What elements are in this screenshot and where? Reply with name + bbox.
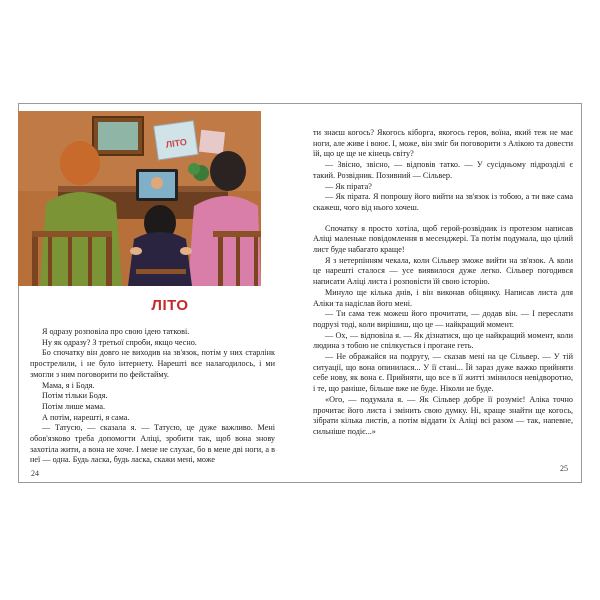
paragraph: — Як пірата. Я попрошу його вийти на зв'язок із тобою, а ти вже сама скажеш, чого від нього хочеш.: [313, 192, 573, 212]
paragraph: Минуло ще кілька днів, і він виконав обіцянку. Написав листа для Аліки та надіслав його мені.: [313, 287, 573, 308]
page-number-left: 24: [31, 469, 39, 478]
paragraph: Бо спочатку він довго не виходив на зв'язок, потім у них старлінк прострелили, і не було інтернету. Нарешті все налагодилось, і ми змогли з ним поговорити по фейстайму.: [30, 348, 275, 379]
paragraph: Потім лише мама.: [42, 401, 105, 411]
paragraph: — Не ображайся на подругу, — сказав мені на це Сільвер. — У тій ситуації, що вона опинилася... У її стані... Їй зараз дуже важко прийняти себе нову, як вона є. Прийняти, що все в її житті змінилося невідворотно, і те, що раніше, більше вже не буде. Ніколи не буде.: [313, 352, 573, 394]
paragraph: Мама, я і Бодя.: [42, 380, 95, 390]
paragraph: Потім тільки Бодя.: [42, 391, 108, 401]
paragraph: Ну як одразу? З третьої спроби, якщо чесно.: [42, 337, 197, 347]
paragraph: — Звісно, звісно, — відповів татко. — У сусідньому підрозділі є такий. Розвідник. Позивний — Сільвер.: [313, 160, 573, 180]
paragraph: — Ти сама теж можеш його прочитати, — додав він. — І переслати подрузі тоді, коли вирішиш, що це — найкращий момент.: [313, 309, 573, 329]
left-page-text: [30, 327, 275, 466]
illustration-family-video-call: [18, 111, 261, 286]
paragraph: Я з нетерпінням чекала, коли Сільвер зможе вийти на зв'язок. А коли це нарешті сталося — усе виявилося дуже легко. Сільвер погодився написати Аліці листа і розповісти їй свою історію.: [313, 255, 573, 287]
page-border-right: [581, 103, 582, 483]
paragraph: Спочатку я просто хотіла, щоб герой-розвідник із протезом написав Аліці маленьке повідомлення в месенджері. Та потім подумала, що цілий лист буде набагато краще!: [313, 223, 573, 255]
paragraph: «Ого, — подумала я. — Як Сільвер добре її розуміє! Аліка точно прочитає його листа і змінить свою думку. Ні, краще знайти ще когось, зібрати кілька листів, а потім віддати їх Аліці всі разом — так, напевне, сильніше подіє...»: [313, 394, 573, 436]
svg-text:ЛІТО: ЛІТО: [165, 136, 188, 150]
chapter-illustration: [18, 111, 261, 286]
right-page-text: [313, 128, 573, 438]
paragraph: Я одразу розповіла про свою ідею таткові.: [42, 327, 190, 336]
chapter-title: ЛІТО: [151, 297, 189, 314]
paragraph: — Татусю, — сказала я. — Татусю, це дуже важливо. Мені обов'язково треба допомогти Аліці, зробити так, щоб вона знову захотіла жити, а вона не хоче. І мене не слухає, бо в мене дві ноги, а в неї — одна. Будь ласка, будь ласка, скажи мені, може: [30, 423, 275, 465]
page-border-bottom: [18, 482, 582, 483]
paragraph: — Ох, — відповіла я. — Як дізнатися, що це найкращий момент, коли людина з тобою не спілкується і прогане геть.: [313, 330, 573, 351]
page-border-top: [18, 103, 582, 104]
paragraph: А потім, нарешті, я сама.: [42, 412, 130, 422]
paragraph: ти знаєш когось? Якогось кіборга, якогось героя, воїна, який теж не має ноги, але живе і воює. І, може, він зміг би поговорити з Алікою та довести їй, що це ще не кінець світу?: [313, 128, 573, 159]
paragraph: — Як пірата?: [325, 181, 372, 191]
page-number-right: 25: [560, 464, 568, 473]
